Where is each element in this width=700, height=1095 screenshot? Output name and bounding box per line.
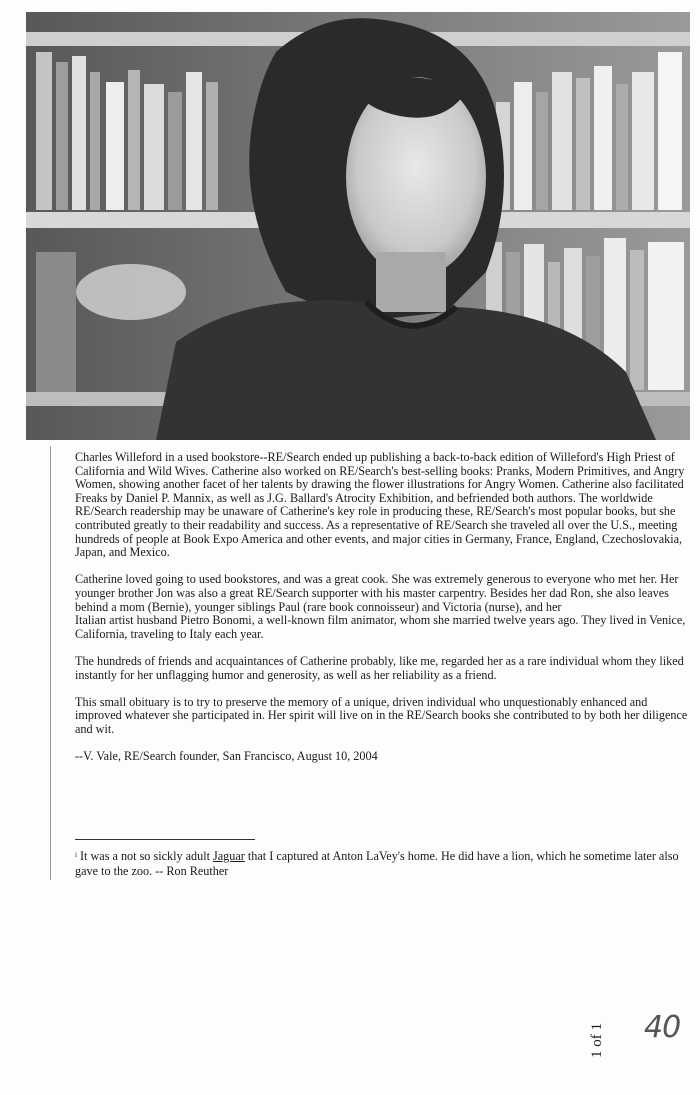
left-margin-rule [50,446,51,880]
footnote-text-before: It was a not so sickly adult [76,849,214,863]
paragraph-memory: This small obituary is to try to preserve the memory of a unique, driven individual who unquestionably enhanced and improved whatever she participated in. Her spirit will live on in the RE/Search books she contributed to by both her diligence and wit. [75,694,688,736]
footnote [75,849,690,879]
handwritten-page-number: 40 [644,1010,681,1045]
paragraph-bookstores: Catherine loved going to used bookstores, and was a great cook. She was extremely generous to everyone who met her. Her younger brother Jon was also a great RE/Search supporter with his master carpentry. Besides her dad Ron, she also leaves behind a mom (Bernie), younger siblings Paul (rare book connoisseur) and Victoria (nurse), and her [75,572,679,614]
paragraph-friends: The hundreds of friends and acquaintances of Catherine probably, like me, regarded her as a rare individual whom they liked instantly for her unflagging humor and generosity, as well as her reliability as a friend. [75,653,684,682]
footnote-text-after: that I captured at Anton LaVey's home. He did have a lion, which he sometime later also gave to the zoo. -- Ron Reuther [75,849,679,878]
paragraph-husband: Italian artist husband Pietro Bonomi, a well-known film animator, whom she married twelve years ago. They lived in Venice, California, traveling to Italy each year. [75,613,686,641]
signature-line: --V. Vale, RE/Search founder, San Francisco, August 10, 2004 [75,749,378,764]
footnote-underlined-word: Jaguar [213,849,245,863]
article-body [75,451,690,777]
photo-caption-paragraph: Charles Willeford in a used bookstore--RE/Search ended up publishing a back-to-back edition of Willeford's High Priest of California and Wild Wives. Catherine also worked on RE/Search's best-selling books: Pranks, Modern Primitives, and Angry Women, showing another facet of her talents by drawing the flower illustrations for Angry Women. Catherine also facilitated Freaks by Daniel P. Mannix, as well as J.G. Ballard's Atrocity Exhibition, and befriended both authors. The worldwide RE/Search readership may be unaware of Catherine's key role in producing these, RE/Search's most popular books, but she contributed greatly to their readability and success. As a representative of RE/Search she traveled all over the U.S., meeting hundreds of people at Book Expo America and other events, and major cities in Germany, France, England, Czechoslovakia, Japan, and Mexico. [75,450,685,560]
photo-person-bookshelf [26,12,690,440]
footnote-divider [75,839,255,840]
photo-illustration [26,12,690,440]
footnote-marker: i [75,851,77,859]
page-count: 1 of 1 [589,1023,605,1058]
